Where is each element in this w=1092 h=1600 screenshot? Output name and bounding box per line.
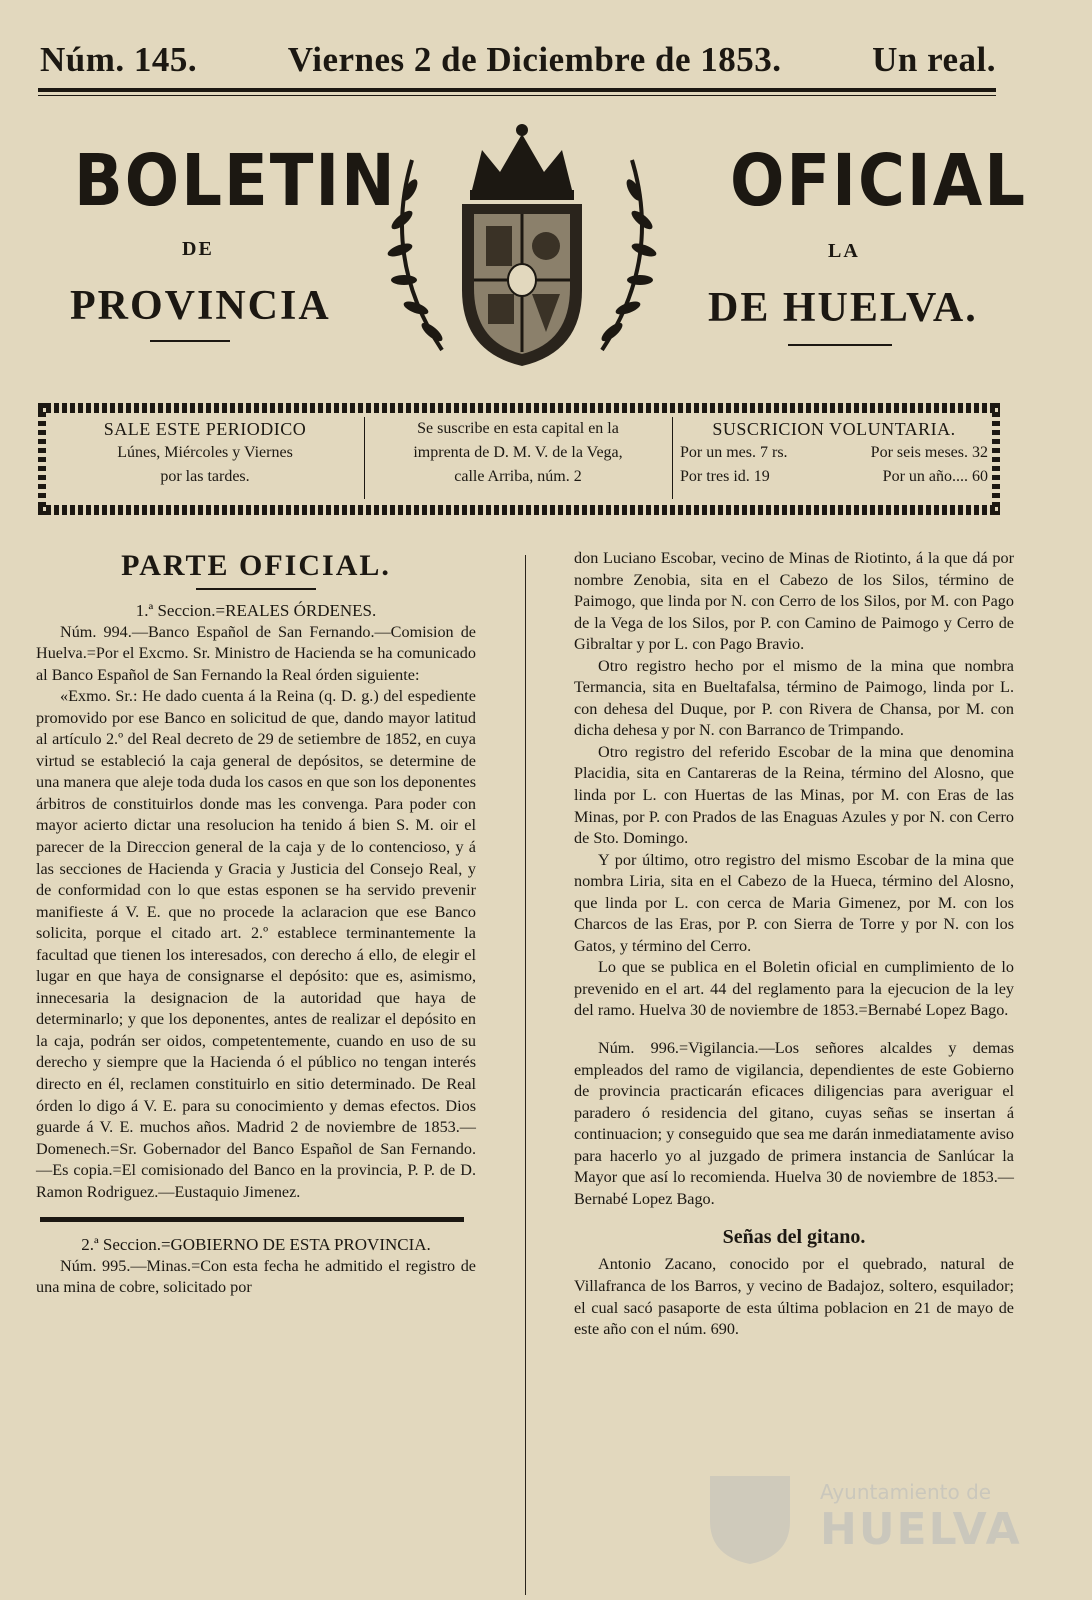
box-border-top <box>38 403 1000 413</box>
masthead-de: DE <box>182 238 214 260</box>
subscription-prices <box>676 417 992 501</box>
masthead-ornament-right <box>788 344 892 346</box>
senas-heading: Señas del gitano. <box>722 1226 866 1249</box>
price-month: Por un mes. 7 rs. <box>680 444 788 461</box>
archive-watermark <box>700 1460 1022 1570</box>
header-rule-thick <box>38 88 996 92</box>
section-2-heading: 2.ª Seccion.=GOBIERNO DE ESTA PROVINCIA. <box>81 1235 431 1255</box>
subscription-box <box>38 403 1000 515</box>
mine-placidia: Otro registro del referido Escobar de la mina que denomina Placidia, sita en Cantareras de la Reina, término del Alosno, que linda por L. con Huertas de las Minas, por M. con Eras de las Minas, por P. con Prados de las Enaguas Azules y por N. con Cerro de Sto. Domingo. <box>574 742 1014 848</box>
masthead-ornament-left <box>150 340 230 342</box>
watermark-line2: HUELVA <box>820 1504 1022 1555</box>
mines-publication-note: Lo que se publica en el Boletin oficial en cumplimiento de lo prevenido en el art. 44 del reglamento para la ejecucion de la ley del ramo. Huelva 30 de noviembre de 1853.=Bernabé Lopez Bago. <box>574 958 1014 1020</box>
header-rule-thin <box>38 95 996 96</box>
column-divider <box>525 555 526 1595</box>
header-line <box>40 40 996 84</box>
watermark-line1: Ayuntamiento de <box>820 1480 992 1504</box>
price-row-1 <box>676 441 992 465</box>
gitano-description: Antonio Zacano, conocido por el quebrado, natural de Villafranca de los Barros, y vecino de Badajoz, soltero, esquilador; el cual sacó pasaporte de esta última poblacion en 21 de mayo de este año con el núm. 690. <box>574 1255 1014 1339</box>
city-shield-icon <box>700 1466 800 1566</box>
subscription-prices-title: SUSCRICION VOLUNTARIA. <box>712 419 956 439</box>
parte-oficial-title: PARTE OFICIAL. <box>121 549 391 582</box>
section-divider <box>40 1217 464 1222</box>
periodicity-title: SALE ESTE PERIODICO <box>103 419 307 439</box>
box-separator-1 <box>364 417 365 499</box>
issue-number: Núm. 145. <box>40 40 198 79</box>
periodicity-time: por las tardes. <box>160 468 250 485</box>
masthead-la: LA <box>828 240 860 262</box>
section-1-heading: 1.ª Seccion.=REALES ÓRDENES. <box>135 601 377 620</box>
box-border-left <box>38 403 46 515</box>
mine-liria: Y por último, otro registro del mismo Escobar de la mina que nombra Liria, sita en el Cabezo de la Hueca, término del Alosno, que linda por L. con cerca de Maria Gimenez, por M. con los Charcos de las Eras, por P. con Sierra de Torre y por N. con los Gatos, y término del Cerro. <box>574 850 1014 955</box>
subscription-place-line3: calle Arriba, núm. 2 <box>454 468 582 485</box>
price-row-2 <box>676 465 992 489</box>
title-ornament <box>196 588 316 590</box>
masthead-huelva: DE HUELVA. <box>708 285 978 331</box>
mine-termancia: Otro registro hecho por el mismo de la mina que nombra Termancia, sita en Bueltafalsa, término de Paimogo, linda por L. con dehesa del Duque, por P. con Rivera de Chansa, por M. con dicha dehesa y por N. con Barranco de Trimpando. <box>574 656 1014 740</box>
subscription-place-line1: Se suscribe en esta capital en la <box>417 420 619 437</box>
price-six-months: Por seis meses. 32 <box>870 444 988 461</box>
price-three-months: Por tres id. 19 <box>680 468 770 485</box>
right-column <box>574 548 1014 1341</box>
periodicity-info <box>50 417 360 501</box>
price-year: Por un año.... 60 <box>882 468 988 485</box>
masthead-boletin: BOLETIN <box>74 140 397 223</box>
box-border-right <box>992 403 1000 515</box>
box-separator-2 <box>672 417 673 499</box>
mine-zenobia: don Luciano Escobar, vecino de Minas de Riotinto, á la que dá por nombre Zenobia, sita en el Cabezo de los Silos, término de Paimogo, que linda por N. con Cerro de los Silos, por M. con Pago de la Vega de los Silos, por P. con Camino de Paimogo y Cerro de Gibraltar y por L. con Pago Bravio. <box>574 549 1014 654</box>
issue-price: Un real. <box>872 40 996 79</box>
left-column <box>36 548 476 1299</box>
subscription-place-line2: imprenta de D. M. V. de la Vega, <box>413 444 623 461</box>
article-994-body: «Exmo. Sr.: He dado cuenta á la Reina (q. D. g.) del espediente promovido por ese Banco en solicitud de que, dando mayor latitud al artículo 2.º del Real decreto de 29 de setiembre de 1852, en cuya virtud se estableció la caja general de depósitos, se determine de una manera que aleje toda duda los casos en que son los deponentes árbitros de constituirlos donde mas les convenga. Para poder con mayor acierto dictar una resolucion ha tenido á bien S. M. oir el parecer de la Direccion general de la caja y de lo contencioso, y á las secciones de Hacienda y Gracia y Justicia del Consejo Real, y de conformidad con lo que estas esponen se ha servido prevenir manifieste á V. E. que no procede la aclaracion que ese Banco solicita, porque el citado art. 2.º establece terminantemente la facultad que tienen los interesados, con derecho á ello, de elegir el lugar en que haya de consignarse el depósito: que es, asimismo, innecesaria la designacion de la autoridad que haya de determinarlo; y que los deponentes, antes de realizar el depósito en la caja, podrán ser oidos, competentemente, cuando en uso de su derecho y siempre que la Hacienda ó el público no tengan interés directo en él, reclamen constituirlo en sitio determinado. De Real órden lo digo á V. E. para su conocimiento y demas efectos. Dios guarde á V. E. muchos años. Madrid 2 de noviembre de 1853.—Domenech.=Sr. Gobernador del Banco Español de San Fernando.—Es copia.=El comisionado del Banco en la provincia, P. P. de D. Ramon Rodriguez.—Eustaquio Jimenez. <box>36 687 476 1201</box>
masthead-provincia: PROVINCIA <box>70 283 331 329</box>
periodicity-days: Lúnes, Miércoles y Viernes <box>117 444 293 461</box>
article-994-intro: Núm. 994.—Banco Español de San Fernando.—Comision de Huelva.=Por el Excmo. Sr. Ministro de Hacienda se ha comunicado al Banco Español de San Fernando la Real órden siguiente: <box>36 622 476 684</box>
subscription-place-info <box>368 417 668 501</box>
box-border-bottom <box>38 505 1000 515</box>
royal-crest-icon <box>372 120 672 375</box>
article-996-vigilancia: Núm. 996.=Vigilancia.—Los señores alcaldes y demas empleados del ramo de vigilancia, dependientes de este Gobierno de provincia practicarán eficaces diligencias para averiguar el paradero ó residencia del gitano, cuyas señas se insertan á continuacion; y conseguido que sea me darán inmediatamente aviso para hacerlo yo al juzgado de primera instancia de Sanlúcar la Mayor que así lo recomienda. Huelva 30 de noviembre de 1853.—Bernabé Lopez Bago. <box>574 1039 1014 1208</box>
article-995-start: Núm. 995.—Minas.=Con esta fecha he admitido el registro de una mina de cobre, solicitado por <box>36 1256 476 1297</box>
masthead-oficial: OFICIAL <box>730 140 1028 223</box>
issue-date: Viernes 2 de Diciembre de 1853. <box>287 40 782 79</box>
